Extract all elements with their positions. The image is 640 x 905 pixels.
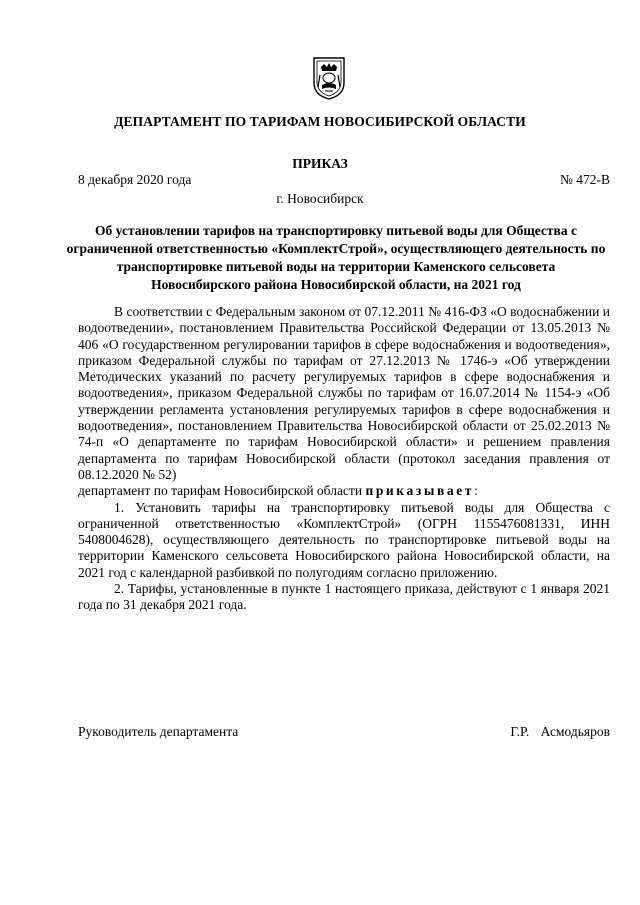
signature-name: Г.Р. Асмодьяров [510,724,610,739]
signature-role: Руководитель департамента [78,724,239,739]
order-number: № 472-В [559,172,610,187]
document-type: ПРИКАЗ [292,156,348,171]
order-date: 8 декабря 2020 года [78,172,192,187]
resolves-word: приказывает [365,483,475,499]
department-name: ДЕПАРТАМЕНТ ПО ТАРИФАМ НОВОСИБИРСКОЙ ОБЛАСТИ [114,114,526,129]
resolves-prefix: департамент по тарифам Новосибирской области [78,483,366,499]
city: г. Новосибирск [276,191,364,206]
item-2-paragraph: 2. Тарифы, установленные в пункте 1 настоящего приказа, действуют с 1 января 2021 года по 31 декабря 2021 года. [78,581,610,613]
resolves-paragraph [78,483,610,499]
order-title: Об установлении тарифов на транспортировку питьевой воды для Общества с ограниченной ответственностью «КомплектСтрой», осуществляющего деятельность по транспортировке питьевой воды на территории Каменского сельсовета Новосибирского района Новосибирской области, на 2021 год [66,223,606,292]
order-body [78,304,610,614]
item-1-paragraph: 1. Установить тарифы на транспортировку питьевой воды для Общества с ограниченной ответственностью «КомплектСтрой» (ОГРН 1155476081331, ИНН 5408004628), осуществляющего деятельность по транспортировке питьевой воды на территории Каменского сельсовета Новосибирского района Новосибирской области, на 2021 год с календарной разбивкой по полугодиям согласно приложению. [78,499,610,580]
preamble-paragraph: В соответствии с Федеральным законом от 07.12.2011 № 416-ФЗ «О водоснабжении и водоотведении», постановлением Правительства Российской Федерации от 13.05.2013 № 406 «О государственном регулировании тарифов в сфере водоснабжения и водоотведения», приказом Федеральной службы по тарифам от 27.12.2013 № 1746-э «Об утверждении Методических указаний по расчету регулируемых тарифов в сфере водоснабжения и водоотведения», приказом Федеральной службы по тарифам от 16.07.2014 № 1154-э «Об утверждении регламента установления регулируемых тарифов в сфере водоснабжения и водоотведения», постановлением Правительства Новосибирской области от 25.02.2013 № 74-п «О департаменте по тарифам Новосибирской области» и решением правления департамента по тарифам Новосибирской области (протокол заседания правления от 08.12.2020 № 52) [78,304,610,482]
resolves-suffix: : [474,483,478,499]
coat-of-arms-icon [310,55,348,101]
